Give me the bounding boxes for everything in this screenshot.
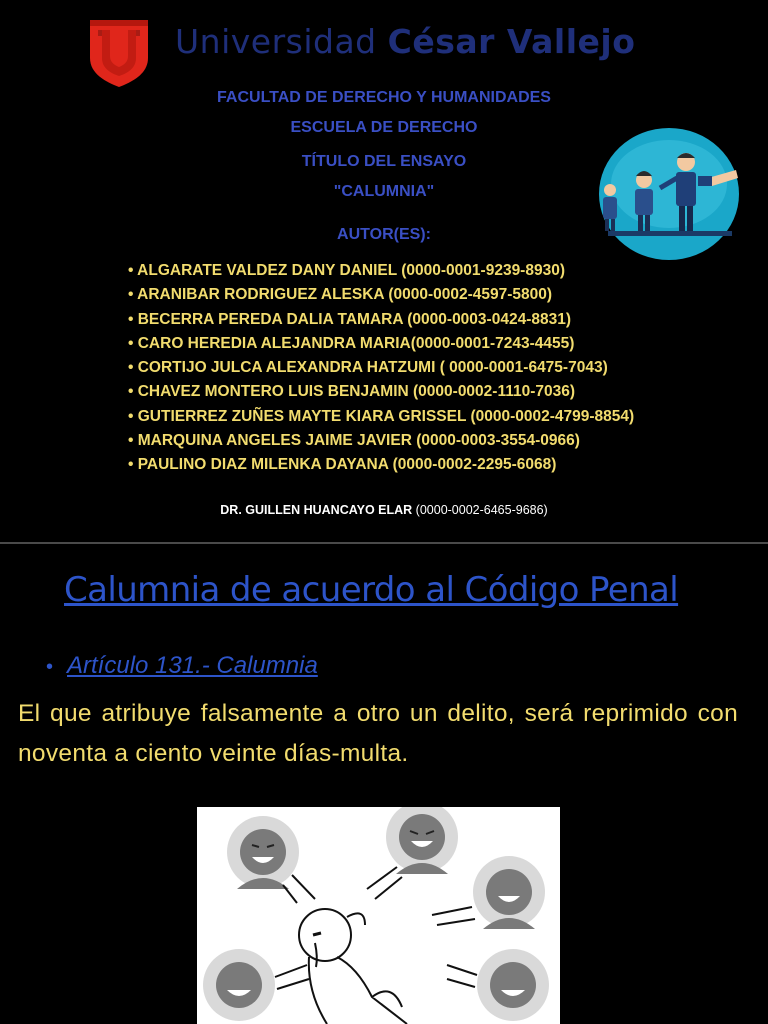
- university-name: [175, 22, 635, 61]
- author-item: • ARANIBAR RODRIGUEZ ALESKA (0000-0002-4597-5800): [128, 283, 634, 307]
- author-item: • MARQUINA ANGELES JAIME JAVIER (0000-0003-3554-0966): [128, 429, 634, 453]
- face-bottom-right: [477, 949, 549, 1021]
- article-bullet: [46, 652, 318, 680]
- essay-title-label: TÍTULO DEL ENSAYO: [301, 153, 467, 170]
- authors-list: [128, 259, 634, 478]
- article-text: El que atribuye falsamente a otro un delito, será reprimido con noventa a ciento veinte días-multa.: [18, 700, 738, 767]
- face-bottom-left: [203, 949, 275, 1021]
- author-item: • GUTIERREZ ZUÑES MAYTE KIARA GRISSEL (0000-0002-4799-8854): [128, 405, 634, 429]
- faculty-name: FACULTAD DE DERECHO Y HUMANIDADES: [217, 89, 551, 106]
- advisor-name: DR. GUILLEN HUANCAYO ELAR: [220, 503, 413, 517]
- author-item: • ALGARATE VALDEZ DANY DANIEL (0000-0001-9239-8930): [128, 259, 634, 283]
- author-item: • CARO HEREDIA ALEJANDRA MARIA(0000-0001-7243-4455): [128, 332, 634, 356]
- essay-title: "CALUMNIA": [333, 183, 435, 200]
- advisor-orcid: (0000-0002-6465-9686): [415, 503, 548, 517]
- accusation-illustration: [598, 126, 740, 266]
- author-item: • CHAVEZ MONTERO LUIS BENJAMIN (0000-0002-1110-7036): [128, 380, 634, 404]
- content-slide: [0, 544, 768, 1024]
- university-name-bold: César Vallejo: [387, 22, 636, 61]
- authors-label: AUTOR(ES):: [337, 226, 431, 243]
- author-item: • PAULINO DIAZ MILENKA DAYANA (0000-0002-2295-6068): [128, 453, 634, 477]
- article-title: Artículo 131.- Calumnia: [67, 652, 318, 679]
- bullet-dot: •: [46, 656, 54, 678]
- author-item: • CORTIJO JULCA ALEXANDRA HATZUMI ( 0000-0001-6475-7043): [128, 356, 634, 380]
- author-item: • BECERRA PEREDA DALIA TAMARA (0000-0003-0424-8831): [128, 308, 634, 332]
- slander-cartoon-image: [197, 807, 560, 1024]
- school-name: ESCUELA DE DERECHO: [290, 119, 478, 136]
- slide-heading: Calumnia de acuerdo al Código Penal: [64, 570, 679, 610]
- university-shield-logo: [88, 18, 150, 88]
- university-name-light: Universidad: [175, 22, 377, 61]
- advisor: [0, 503, 768, 517]
